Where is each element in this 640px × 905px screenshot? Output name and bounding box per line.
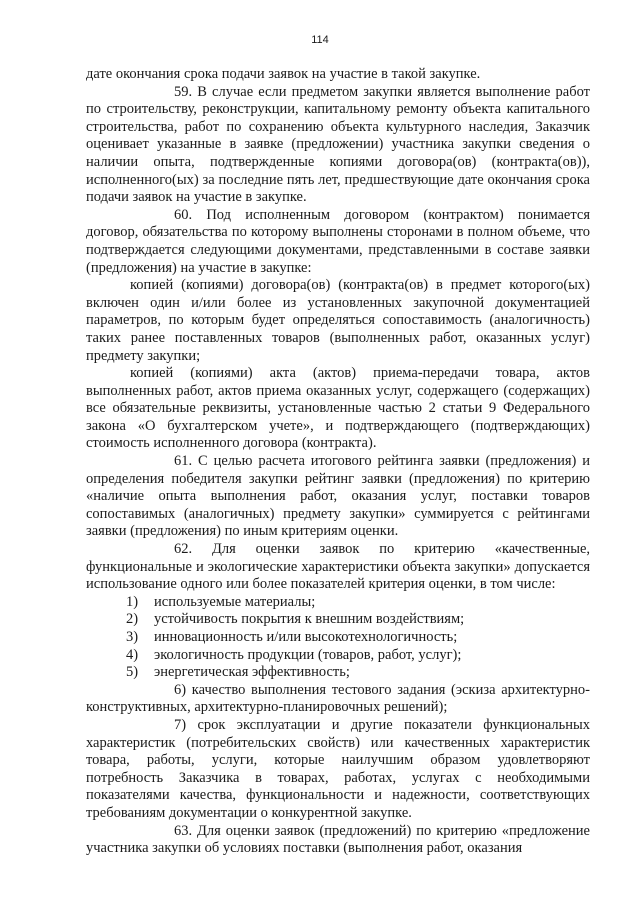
numbered-paragraph [86,717,590,823]
list-item [86,629,590,647]
numbered-paragraph [86,453,590,541]
numbered-paragraph [86,541,590,594]
numbered-paragraph [86,207,590,277]
paragraph-text: В случае если предметом закупки является выполнение работ по строительству, реконструкции, капитальному ремонту объекта капитального строительства, работ по сохранению объекта культурного наследия, Заказчик оценивает указанные в заявке (предложении) участника закупки сведения о наличии опыта, подтвержденные копиями договора(ов) (контракта(ов)), исполненного(ых) за последние пять лет, предшествующие дате окончания срока подачи заявок на участие в закупке. [86,83,590,206]
numbered-paragraph [86,682,590,717]
paragraph-number: 60. [174,206,193,223]
list-item-text: используемые материалы; [154,593,316,610]
paragraph-number: 7) [174,716,187,733]
document-body [86,66,590,858]
paragraph-text: Для оценки заявок (предложений) по критерию «предложение участника закупки об условиях поставки (выполнения работ, оказания [86,822,590,857]
list-item [86,594,590,612]
paragraph-number: 59. [174,83,193,100]
paragraph-text: срок эксплуатации и другие показатели функциональных характеристик (потребительских свойств) или качественных характеристик товара, работы, услуги, которые наилучшим образом удовлетворяют потребность Заказчика в товарах, работах, услугах с необходимыми показателями качества, функциональности и надежности, соответствующих требованиям документации о конкурентной закупке. [86,716,590,821]
list-marker: 4) [126,646,139,663]
numbered-paragraph [86,84,590,207]
list-marker: 5) [126,664,139,681]
list-marker: 3) [126,629,139,645]
paragraph-number: 61. [174,453,193,470]
list-item [86,611,590,629]
paragraph-text: С целью расчета итогового рейтинга заявки (предложения) и определения победителя закупки рейтинг заявки (предложения) по критерию «наличие опыта выполнения работ, оказания услуг, поставки товаров сопоставимых (аналогичных) предмету закупки» суммируется с рейтингами заявки (предложения) по иным критериям оценки. [86,453,590,540]
list-item [86,647,590,665]
list-marker: 2) [126,611,139,628]
list-item-text: экологичность продукции (товаров, работ, услуг); [154,646,462,663]
paragraph-text: качество выполнения тестового задания (эскиза архитектурно-конструктивных, архитектурно-планировочных решений); [86,681,590,716]
list-item-text: устойчивость покрытия к внешним воздействиям; [154,611,465,628]
numbered-paragraph [86,823,590,858]
paragraph: копией (копиями) акта (актов) приема-передачи товара, актов выполненных работ, актов приема оказанных услуг, содержащего (содержащих) все обязательные реквизиты, установленные частью 2 статьи 9 Федерального закона «О бухгалтерском учете», и подтверждающего (подтверждающих) стоимость исполненного договора (контракта). [86,365,590,452]
paragraph-continuation: дате окончания срока подачи заявок на участие в такой закупке. [86,66,481,82]
list-item-text: энергетическая эффективность; [154,664,350,681]
paragraph-text: Для оценки заявок по критерию «качественные, функциональные и экологические характеристики объекта закупки» допускается использование одного или более показателей критерия оценки, в том числе: [86,541,591,593]
list-marker: 1) [126,593,139,610]
list-item-text: инновационность и/или высокотехнологичность; [154,629,458,645]
paragraph-number: 6) [174,681,187,698]
list-item [86,664,590,682]
paragraph-text: Под исполненным договором (контрактом) понимается договор, обязательства по которому выполнены сторонами в полном объеме, что подтверждается следующими документами, представленными в составе заявки (предложения) на участие в закупке: [86,206,590,276]
paragraph-number: 62. [174,541,193,558]
paragraph: копией (копиями) договора(ов) (контракта(ов) в предмет которого(ых) включен один и/или более из установленных закупочной документацией параметров, по которым будет определяться сопоставимость (аналогичность) таких ранее поставленных товаров (выполненных работ, оказанных услуг) предмету закупки; [86,277,590,364]
page-number: 114 [311,34,329,46]
paragraph-number: 63. [174,822,193,839]
